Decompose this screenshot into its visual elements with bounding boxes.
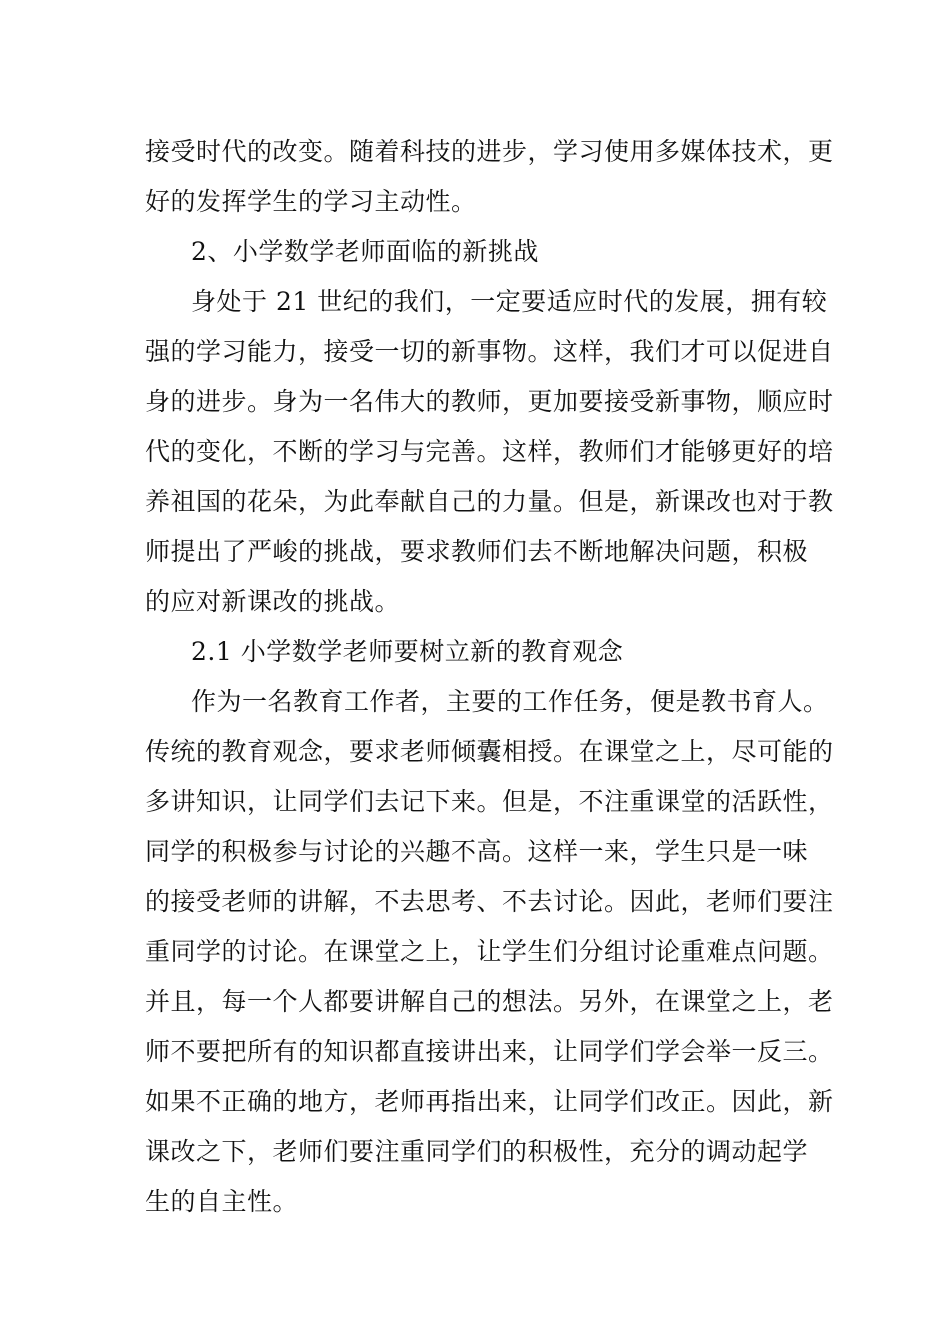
text-line: 的接受老师的讲解，不去思考、不去讨论。因此，老师们要注 [145, 887, 834, 916]
text-line: 接受时代的改变。随着科技的进步，学习使用多媒体技术，更 [145, 137, 834, 166]
text-line: 生的自主性。 [145, 1187, 299, 1216]
text-line: 身的进步。身为一名伟大的教师，更加要接受新事物，顺应时 [145, 387, 834, 416]
section-heading: 2、小学数学老师面临的新挑战 [191, 237, 539, 266]
text-line: 师提出了严峻的挑战，要求教师们去不断地解决问题，积极 [145, 537, 809, 566]
text-line: 好的发挥学生的学习主动性。 [145, 187, 477, 216]
paragraph-education-concept [145, 677, 834, 1227]
text-line: 养祖国的花朵，为此奉献自己的力量。但是，新课改也对于教 [145, 487, 834, 516]
text-line: 课改之下，老师们要注重同学们的积极性，充分的调动起学 [145, 1137, 809, 1166]
paragraph-continuation [145, 127, 834, 227]
text-line: 传统的教育观念，要求老师倾囊相授。在课堂之上，尽可能的 [145, 737, 834, 766]
text-line: 并且，每一个人都要讲解自己的想法。另外，在课堂之上，老 [145, 987, 834, 1016]
paragraph-new-challenges [145, 277, 834, 627]
text-line: 身处于 21 世纪的我们，一定要适应时代的发展，拥有较 [191, 287, 828, 316]
document-body [145, 127, 834, 1227]
text-line: 强的学习能力，接受一切的新事物。这样，我们才可以促进自 [145, 337, 834, 366]
text-line: 如果不正确的地方，老师再指出来，让同学们改正。因此，新 [145, 1087, 834, 1116]
text-line: 师不要把所有的知识都直接讲出来，让同学们学会举一反三。 [145, 1037, 834, 1066]
subsection-heading: 2.1 小学数学老师要树立新的教育观念 [191, 637, 624, 666]
text-line: 代的变化，不断的学习与完善。这样，教师们才能够更好的培 [145, 437, 834, 466]
text-line: 同学的积极参与讨论的兴趣不高。这样一来，学生只是一味 [145, 837, 809, 866]
text-line: 的应对新课改的挑战。 [145, 587, 401, 616]
text-line: 多讲知识，让同学们去记下来。但是，不注重课堂的活跃性， [145, 787, 834, 816]
text-line: 重同学的讨论。在课堂之上，让学生们分组讨论重难点问题。 [145, 937, 834, 966]
text-line: 作为一名教育工作者，主要的工作任务，便是教书育人。 [191, 687, 829, 716]
